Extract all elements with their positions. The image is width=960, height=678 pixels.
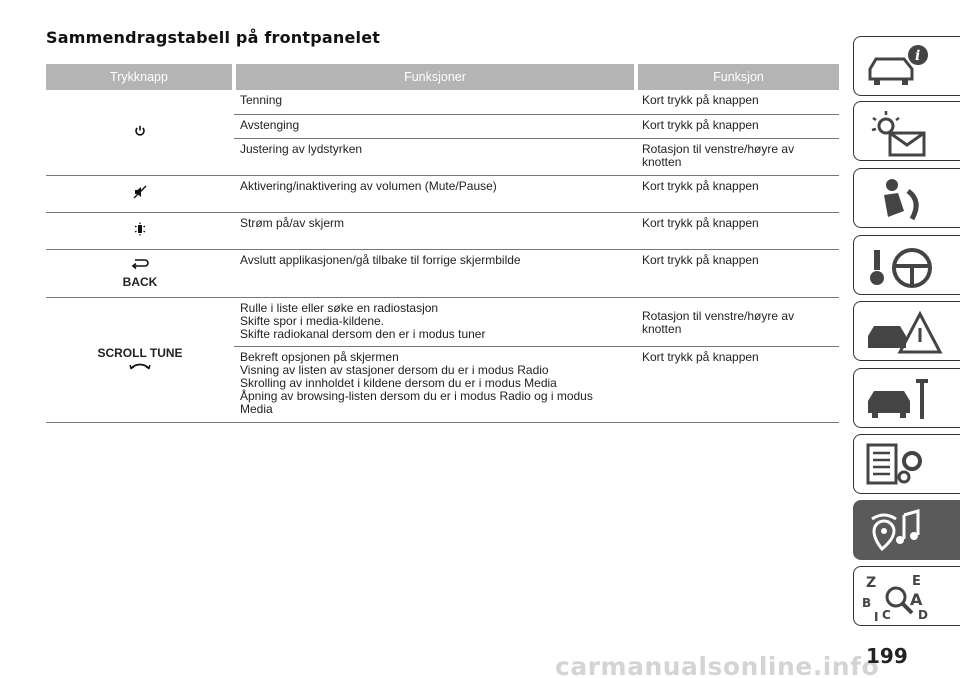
function-line: Skifte radiokanal dersom den er i modus tuner (240, 326, 486, 341)
svg-text:C: C (882, 608, 891, 622)
mute-speaker-icon (133, 185, 147, 199)
function-line: Rulle i liste eller søke en radiostasjon (240, 300, 439, 315)
back-label: BACK (122, 274, 158, 289)
tab-warning-lights[interactable] (853, 101, 960, 161)
rotate-knob-icon (129, 362, 151, 370)
header-functions: Funksjoner (234, 64, 636, 90)
svg-text:A: A (910, 590, 923, 609)
operation-cell: Kort trykk på knappen (636, 249, 839, 297)
function-line: Skifte spor i media-kildene. (240, 313, 385, 328)
svg-text:I: I (874, 610, 879, 623)
table-row (46, 249, 839, 297)
function-cell (234, 297, 636, 346)
page-title: Sammendragstabell på frontpanelet (46, 28, 381, 47)
svg-text:Z: Z (866, 575, 877, 591)
function-line: Åpning av browsing-listen dersom du er i modus Radio og i modus (240, 388, 593, 403)
operation-cell: Kort trykk på knappen (636, 114, 839, 138)
car-emergency-icon (860, 306, 950, 358)
function-cell: Aktivering/inaktivering av volumen (Mute/Pause) (234, 175, 636, 212)
operation-cell: Kort trykk på knappen (636, 346, 839, 422)
table-row (46, 212, 839, 249)
table-row (46, 90, 839, 114)
function-line: Media (240, 401, 273, 416)
watermark: carmanualsonline.info (555, 652, 880, 678)
svg-text:D: D (918, 608, 928, 622)
screen-button-cell (46, 212, 234, 249)
function-line: Skrolling av innholdet i kildene dersom du er i modus Media (240, 375, 557, 390)
tab-index[interactable] (853, 566, 960, 626)
warning-light-message-icon (860, 106, 950, 158)
svg-text:B: B (862, 596, 872, 610)
screen-brightness-icon (133, 222, 147, 236)
svg-text:i: i (915, 48, 921, 64)
technical-data-icon (860, 439, 950, 491)
tab-multimedia[interactable] (853, 500, 960, 560)
tab-maintenance[interactable] (853, 368, 960, 428)
tab-technical-data[interactable] (853, 434, 960, 494)
car-maintenance-icon (860, 373, 950, 425)
seatbelt-airbag-icon (860, 173, 950, 225)
power-button-cell (46, 90, 234, 175)
key-steering-wheel-icon (860, 240, 950, 292)
function-line: Visning av listen av stasjoner dersom du er i modus Radio (240, 362, 549, 377)
scroll-tune-label: SCROLL TUNE (97, 345, 183, 360)
operation-cell: Rotasjon til venstre/høyre av knotten (636, 297, 839, 346)
car-info-icon (860, 41, 950, 93)
operation-cell: Kort trykk på knappen (636, 90, 839, 114)
mute-button-cell (46, 175, 234, 212)
tab-safety[interactable] (853, 168, 960, 228)
alphabetical-index-icon (860, 571, 950, 623)
operation-cell: Rotasjon til venstre/høyre av knotten (636, 138, 839, 175)
table-header-row (46, 64, 839, 90)
function-cell: Strøm på/av skjerm (234, 212, 636, 249)
back-button-cell (46, 249, 234, 297)
table-row (46, 175, 839, 212)
tab-emergency[interactable] (853, 301, 960, 361)
summary-table (46, 64, 839, 423)
back-arrow-icon (131, 258, 149, 270)
header-function: Funksjon (636, 64, 839, 90)
power-icon (134, 125, 146, 137)
function-line: Bekreft opsjonen på skjermen (240, 349, 399, 364)
operation-cell: Kort trykk på knappen (636, 175, 839, 212)
function-cell: Tenning (234, 90, 636, 114)
multimedia-icon (860, 505, 950, 557)
page-number: 199 (866, 644, 908, 668)
tab-starting-driving[interactable] (853, 235, 960, 295)
svg-text:E: E (912, 574, 921, 589)
function-cell (234, 346, 636, 422)
table-row (46, 297, 839, 346)
tab-car-info[interactable] (853, 36, 960, 96)
scroll-tune-button-cell (46, 297, 234, 422)
operation-cell: Kort trykk på knappen (636, 212, 839, 249)
function-cell: Justering av lydstyrken (234, 138, 636, 175)
function-cell: Avstenging (234, 114, 636, 138)
function-cell: Avslutt applikasjonen/gå tilbake til forrige skjermbilde (234, 249, 636, 297)
header-button: Trykknapp (46, 64, 234, 90)
